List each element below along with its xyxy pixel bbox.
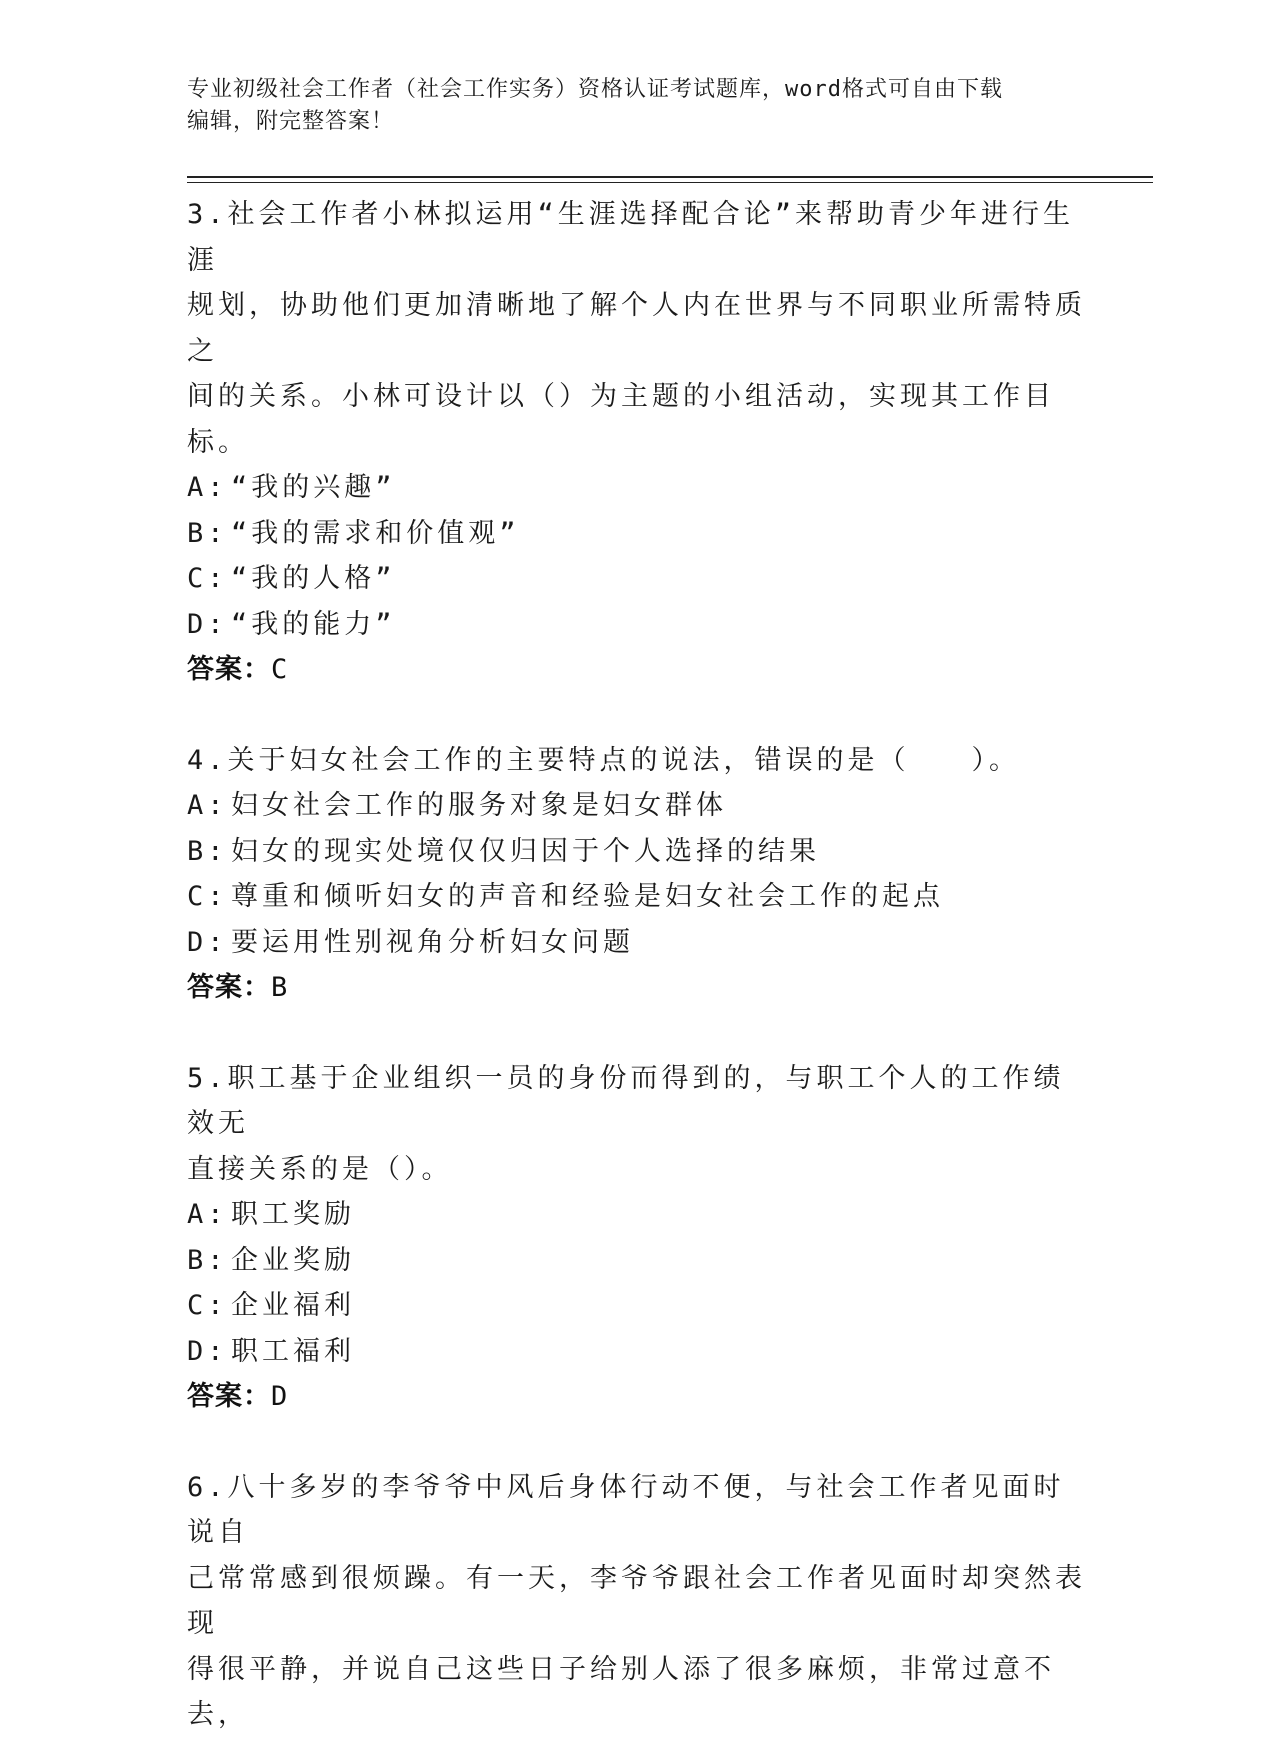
document-header [187, 74, 1067, 138]
question-spacer [187, 1011, 1087, 1056]
question-3-option-a [187, 465, 1087, 511]
question-5-option-a [187, 1192, 1087, 1238]
option-text: 企业福利 [231, 1290, 355, 1321]
question-4-option-d [187, 920, 1087, 966]
answer-label: 答案： [187, 1381, 271, 1412]
question-5-line-2: 直接关系的是（）。 [187, 1153, 453, 1185]
option-key: C: [187, 563, 228, 594]
question-4-option-c [187, 874, 1087, 920]
question-6-line-1: 6.八十多岁的李爷爷中风后身体行动不便，与社会工作者见面时说自 [187, 1471, 1065, 1548]
option-key: D: [187, 608, 228, 640]
option-key: C: [187, 881, 228, 912]
answer-label: 答案： [187, 972, 271, 1003]
option-key: A: [187, 790, 228, 821]
question-3-line-1: 3.社会工作者小林拟运用“生涯选择配合论”来帮助青少年进行生涯 [187, 199, 1075, 276]
option-key: D: [187, 1335, 228, 1367]
question-5-option-d [187, 1329, 1087, 1375]
option-text: 妇女社会工作的服务对象是妇女群体 [231, 790, 727, 821]
question-spacer [187, 1420, 1087, 1465]
option-text: 尊重和倾听妇女的声音和经验是妇女社会工作的起点 [231, 881, 944, 912]
question-6 [187, 1465, 1087, 1738]
option-key: A: [187, 472, 228, 503]
question-4-option-b [187, 829, 1087, 875]
header-divider-thick [187, 176, 1153, 178]
question-3-line-2: 规划，协助他们更加清晰地了解个人内在世界与不同职业所需特质之 [187, 290, 1086, 367]
question-spacer [187, 693, 1087, 738]
question-6-line-3: 得很平静，并说自己这些日子给别人添了很多麻烦，非常过意不去， [187, 1653, 1055, 1730]
answer-value: D [271, 1381, 289, 1412]
question-6-line-2: 己常常感到很烦躁。有一天，李爷爷跟社会工作者见面时却突然表现 [187, 1562, 1086, 1639]
answer-label: 答案： [187, 654, 271, 685]
answer-value: C [271, 654, 289, 685]
option-text: 职工奖励 [231, 1199, 355, 1230]
question-3-answer [187, 647, 1087, 693]
option-key: B: [187, 1244, 228, 1276]
option-text: “我的需求和价值观” [231, 517, 520, 549]
answer-value: B [271, 972, 289, 1003]
question-4-line-1: 4.关于妇女社会工作的主要特点的说法，错误的是（ ）。 [187, 744, 1021, 776]
header-divider-thin [187, 182, 1153, 183]
question-4-answer [187, 965, 1087, 1011]
question-5-option-b [187, 1238, 1087, 1284]
question-3-line-3: 间的关系。小林可设计以（）为主题的小组活动，实现其工作目标。 [187, 381, 1055, 458]
option-text: 要运用性别视角分析妇女问题 [231, 926, 634, 958]
question-3-option-d [187, 602, 1087, 648]
question-3-option-c [187, 556, 1087, 602]
option-text: “我的人格” [231, 563, 396, 594]
option-text: 企业奖励 [231, 1244, 355, 1276]
question-3-option-b [187, 511, 1087, 557]
header-line-2: 编辑，附完整答案！ [187, 109, 395, 134]
option-key: B: [187, 517, 228, 549]
question-list [187, 192, 1087, 1738]
question-5-option-c [187, 1283, 1087, 1329]
option-key: C: [187, 1290, 228, 1321]
question-5-answer [187, 1374, 1087, 1420]
option-text: “我的兴趣” [231, 472, 396, 503]
option-text: 妇女的现实处境仅仅归因于个人选择的结果 [231, 835, 820, 867]
option-key: A: [187, 1199, 228, 1230]
option-text: “我的能力” [231, 608, 396, 640]
question-5 [187, 1056, 1087, 1420]
question-3 [187, 192, 1087, 693]
option-key: B: [187, 835, 228, 867]
option-key: D: [187, 926, 228, 958]
question-5-line-1: 5.职工基于企业组织一员的身份而得到的，与职工个人的工作绩效无 [187, 1062, 1065, 1139]
question-4 [187, 738, 1087, 1011]
question-4-option-a [187, 783, 1087, 829]
option-text: 职工福利 [231, 1335, 355, 1367]
header-line-1: 专业初级社会工作者（社会工作实务）资格认证考试题库，word格式可自由下载 [187, 77, 1003, 102]
